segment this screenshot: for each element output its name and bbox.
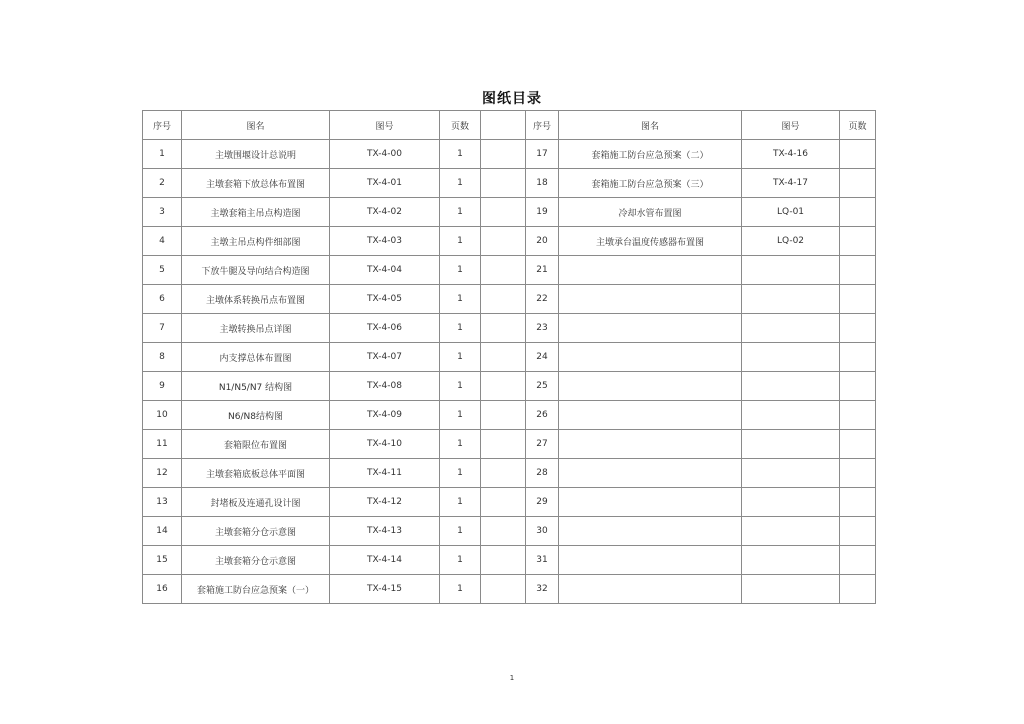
header-code: 图号 [742, 111, 840, 140]
row-code: TX-4-01 [330, 169, 440, 198]
row-no: 30 [526, 517, 559, 546]
table-row [143, 343, 876, 372]
row-code: TX-4-14 [330, 546, 440, 575]
gap-cell [481, 401, 526, 430]
row-pages: 1 [440, 488, 481, 517]
row-no: 20 [526, 227, 559, 256]
gap-cell [481, 169, 526, 198]
table-row [143, 285, 876, 314]
row-no: 4 [143, 227, 182, 256]
row-no: 6 [143, 285, 182, 314]
row-code [742, 575, 840, 604]
row-name: 主墩套箱主吊点构造图 [182, 198, 330, 227]
row-pages: 1 [440, 430, 481, 459]
row-pages [840, 546, 876, 575]
gap-cell [481, 111, 526, 140]
header-no: 序号 [143, 111, 182, 140]
row-no: 29 [526, 488, 559, 517]
row-name: 主墩体系转换吊点布置图 [182, 285, 330, 314]
header-pages: 页数 [440, 111, 481, 140]
row-pages [840, 575, 876, 604]
row-no: 31 [526, 546, 559, 575]
row-no: 12 [143, 459, 182, 488]
row-pages: 1 [440, 285, 481, 314]
gap-cell [481, 575, 526, 604]
row-no: 14 [143, 517, 182, 546]
page-number: 1 [509, 674, 515, 682]
row-no: 24 [526, 343, 559, 372]
gap-cell [481, 517, 526, 546]
row-no: 16 [143, 575, 182, 604]
row-name: 主墩转换吊点详图 [182, 314, 330, 343]
gap-cell [481, 140, 526, 169]
row-pages: 1 [440, 459, 481, 488]
row-name: 主墩套箱分仓示意图 [182, 546, 330, 575]
row-code [742, 430, 840, 459]
header-name: 图名 [559, 111, 742, 140]
row-pages [840, 169, 876, 198]
row-no: 2 [143, 169, 182, 198]
row-pages: 1 [440, 575, 481, 604]
row-pages: 1 [440, 198, 481, 227]
row-name [559, 575, 742, 604]
row-name: 下放牛腿及导向结合构造图 [182, 256, 330, 285]
table-row [143, 140, 876, 169]
row-code: TX-4-03 [330, 227, 440, 256]
row-pages: 1 [440, 140, 481, 169]
table-row [143, 459, 876, 488]
row-code: TX-4-09 [330, 401, 440, 430]
row-no: 13 [143, 488, 182, 517]
row-pages [840, 459, 876, 488]
row-code: TX-4-17 [742, 169, 840, 198]
row-code: LQ-02 [742, 227, 840, 256]
row-code: TX-4-15 [330, 575, 440, 604]
row-code: TX-4-13 [330, 517, 440, 546]
row-code: TX-4-00 [330, 140, 440, 169]
row-pages: 1 [440, 227, 481, 256]
gap-cell [481, 546, 526, 575]
table-row [143, 372, 876, 401]
row-code [742, 401, 840, 430]
page-title: 图纸目录 [482, 91, 542, 107]
table-row [143, 401, 876, 430]
row-no: 10 [143, 401, 182, 430]
table-row [143, 517, 876, 546]
header-row [143, 111, 876, 140]
row-name: 套箱施工防台应急预案（一） [182, 575, 330, 604]
row-no: 32 [526, 575, 559, 604]
gap-cell [481, 372, 526, 401]
row-name: 套箱限位布置图 [182, 430, 330, 459]
row-name: N1/N5/N7 结构图 [182, 372, 330, 401]
row-code: LQ-01 [742, 198, 840, 227]
table-row [143, 575, 876, 604]
row-no: 21 [526, 256, 559, 285]
gap-cell [481, 459, 526, 488]
gap-cell [481, 430, 526, 459]
row-pages [840, 256, 876, 285]
row-no: 1 [143, 140, 182, 169]
row-name: 主墩套箱下放总体布置图 [182, 169, 330, 198]
row-pages: 1 [440, 314, 481, 343]
row-pages: 1 [440, 256, 481, 285]
table-row [143, 488, 876, 517]
row-code: TX-4-04 [330, 256, 440, 285]
row-no: 8 [143, 343, 182, 372]
row-code [742, 343, 840, 372]
row-name: 主墩主吊点构件细部图 [182, 227, 330, 256]
row-code: TX-4-08 [330, 372, 440, 401]
row-name: 主墩套箱分仓示意图 [182, 517, 330, 546]
row-code: TX-4-07 [330, 343, 440, 372]
row-name: N6/N8结构图 [182, 401, 330, 430]
row-pages: 1 [440, 343, 481, 372]
row-name: 内支撑总体布置图 [182, 343, 330, 372]
row-pages: 1 [440, 546, 481, 575]
row-code [742, 517, 840, 546]
row-pages: 1 [440, 401, 481, 430]
row-name [559, 372, 742, 401]
row-name [559, 459, 742, 488]
row-pages [840, 227, 876, 256]
row-pages: 1 [440, 372, 481, 401]
gap-cell [481, 343, 526, 372]
table-row [143, 546, 876, 575]
row-code: TX-4-02 [330, 198, 440, 227]
row-name: 主墩承台温度传感器布置图 [559, 227, 742, 256]
row-name: 主墩围堰设计总说明 [182, 140, 330, 169]
row-code [742, 459, 840, 488]
gap-cell [481, 314, 526, 343]
row-pages [840, 488, 876, 517]
row-name [559, 401, 742, 430]
row-code [742, 256, 840, 285]
row-name [559, 430, 742, 459]
row-pages [840, 314, 876, 343]
table-row [143, 256, 876, 285]
gap-cell [481, 256, 526, 285]
row-no: 7 [143, 314, 182, 343]
row-no: 26 [526, 401, 559, 430]
header-no: 序号 [526, 111, 559, 140]
row-no: 9 [143, 372, 182, 401]
row-no: 23 [526, 314, 559, 343]
gap-cell [481, 488, 526, 517]
row-name: 封堵板及连通孔设计图 [182, 488, 330, 517]
row-no: 22 [526, 285, 559, 314]
row-code [742, 546, 840, 575]
row-code: TX-4-06 [330, 314, 440, 343]
row-no: 28 [526, 459, 559, 488]
row-pages [840, 140, 876, 169]
row-name [559, 343, 742, 372]
header-code: 图号 [330, 111, 440, 140]
row-no: 17 [526, 140, 559, 169]
table-row [143, 430, 876, 459]
row-code: TX-4-11 [330, 459, 440, 488]
row-pages: 1 [440, 517, 481, 546]
table-row [143, 314, 876, 343]
row-code: TX-4-05 [330, 285, 440, 314]
row-name [559, 546, 742, 575]
row-name [559, 517, 742, 546]
gap-cell [481, 198, 526, 227]
row-pages [840, 372, 876, 401]
row-no: 25 [526, 372, 559, 401]
gap-cell [481, 285, 526, 314]
row-pages [840, 401, 876, 430]
row-code: TX-4-16 [742, 140, 840, 169]
row-pages [840, 285, 876, 314]
row-no: 18 [526, 169, 559, 198]
header-name: 图名 [182, 111, 330, 140]
row-code [742, 314, 840, 343]
gap-cell [481, 227, 526, 256]
row-no: 27 [526, 430, 559, 459]
row-name: 套箱施工防台应急预案（三） [559, 169, 742, 198]
row-name [559, 256, 742, 285]
row-no: 3 [143, 198, 182, 227]
row-name [559, 488, 742, 517]
table-row [143, 198, 876, 227]
row-pages [840, 517, 876, 546]
drawing-index-table [142, 110, 876, 604]
row-pages [840, 343, 876, 372]
row-no: 11 [143, 430, 182, 459]
row-pages [840, 198, 876, 227]
row-name: 冷却水管布置图 [559, 198, 742, 227]
row-code: TX-4-10 [330, 430, 440, 459]
row-pages [840, 430, 876, 459]
row-no: 5 [143, 256, 182, 285]
row-name [559, 314, 742, 343]
row-no: 15 [143, 546, 182, 575]
row-code [742, 488, 840, 517]
row-name: 套箱施工防台应急预案（二） [559, 140, 742, 169]
row-name: 主墩套箱底板总体平面图 [182, 459, 330, 488]
row-code: TX-4-12 [330, 488, 440, 517]
table-row [143, 227, 876, 256]
header-pages: 页数 [840, 111, 876, 140]
row-pages: 1 [440, 169, 481, 198]
row-code [742, 285, 840, 314]
row-no: 19 [526, 198, 559, 227]
row-code [742, 372, 840, 401]
table-row [143, 169, 876, 198]
row-name [559, 285, 742, 314]
